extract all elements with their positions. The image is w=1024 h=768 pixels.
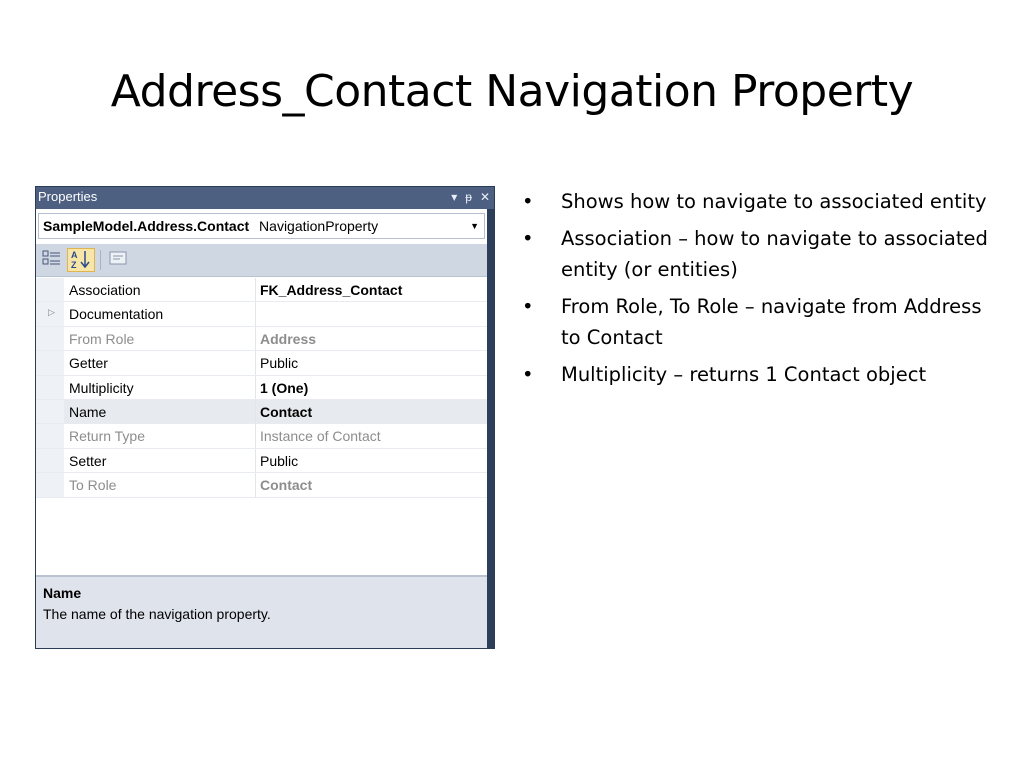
row-margin: [36, 376, 64, 399]
property-name: Association: [69, 282, 141, 298]
row-margin: [36, 327, 64, 350]
object-name: SampleModel.Address.Contact: [43, 218, 250, 234]
property-row[interactable]: [36, 449, 487, 473]
alphabetical-sort-icon[interactable]: [67, 248, 95, 272]
property-row[interactable]: [36, 400, 487, 424]
description-title: Name: [43, 585, 82, 601]
bullet-list: [522, 186, 992, 396]
properties-panel: [35, 186, 495, 649]
property-row[interactable]: [36, 424, 487, 448]
bullet-text: Multiplicity – returns 1 Contact object: [561, 363, 927, 386]
pin-icon[interactable]: ᵽ: [465, 190, 472, 204]
bullet-item: • From Role, To Role – navigate from Address to Contact: [522, 295, 982, 349]
bullet-text: From Role, To Role – navigate from Address to Contact: [561, 295, 982, 349]
panel-edge: [487, 209, 494, 649]
property-grid: [36, 278, 487, 498]
property-value[interactable]: 1 (One): [260, 379, 309, 396]
property-row[interactable]: [36, 351, 487, 375]
property-row[interactable]: [36, 302, 487, 326]
row-margin: [36, 473, 64, 496]
property-pages-icon[interactable]: [106, 248, 130, 272]
description-pane: [36, 575, 487, 649]
property-row[interactable]: [36, 278, 487, 302]
property-name: Getter: [69, 355, 108, 372]
property-value[interactable]: Public: [260, 355, 299, 372]
property-row[interactable]: [36, 327, 487, 351]
row-margin: [36, 351, 64, 374]
property-value[interactable]: Contact: [260, 477, 313, 494]
toolbar-separator: [100, 250, 101, 270]
property-name: From Role: [69, 330, 135, 347]
bullet-item: • Shows how to navigate to associated entity: [522, 190, 987, 213]
property-name: Setter: [69, 452, 107, 469]
property-row[interactable]: [36, 473, 487, 497]
dropdown-arrow-icon: ▼: [470, 221, 479, 231]
properties-titlebar: [36, 187, 494, 209]
property-name: Documentation: [69, 306, 164, 323]
property-value[interactable]: Address: [260, 330, 317, 347]
svg-text:Z: Z: [71, 260, 77, 269]
property-name: Multiplicity: [69, 379, 134, 396]
window-menu-dropdown-icon[interactable]: ▾: [451, 190, 458, 204]
bullet-item: • Association – how to navigate to associated entity (or entities): [522, 227, 988, 281]
property-value[interactable]: Public: [260, 452, 299, 469]
properties-toolbar: [36, 244, 487, 277]
property-value[interactable]: Instance of Contact: [260, 428, 381, 445]
property-name: Return Type: [69, 428, 146, 445]
svg-text:A: A: [71, 250, 78, 260]
row-margin: [36, 424, 64, 447]
object-type: NavigationProperty: [259, 218, 379, 234]
bullet-text: Association – how to navigate to associated entity (or entities): [561, 227, 988, 281]
bullet-text: Shows how to navigate to associated entity: [561, 190, 987, 213]
description-text: The name of the navigation property.: [43, 606, 271, 622]
slide-title: Address_Contact Navigation Property: [110, 66, 914, 117]
expand-arrow-icon[interactable]: ▷: [48, 307, 55, 318]
close-icon[interactable]: ✕: [479, 190, 490, 204]
property-row[interactable]: [36, 376, 487, 400]
object-selector-dropdown[interactable]: [38, 213, 485, 239]
bullet-item: • Multiplicity – returns 1 Contact object: [522, 363, 927, 386]
property-value[interactable]: FK_Address_Contact: [260, 282, 403, 298]
property-value[interactable]: Contact: [260, 403, 313, 420]
property-name: Name: [69, 403, 107, 420]
properties-title: Properties: [38, 189, 98, 204]
property-name: To Role: [69, 477, 117, 494]
row-margin: [36, 400, 64, 423]
categorized-view-icon[interactable]: [40, 248, 64, 272]
row-margin: [36, 278, 64, 301]
row-margin: [36, 449, 64, 472]
